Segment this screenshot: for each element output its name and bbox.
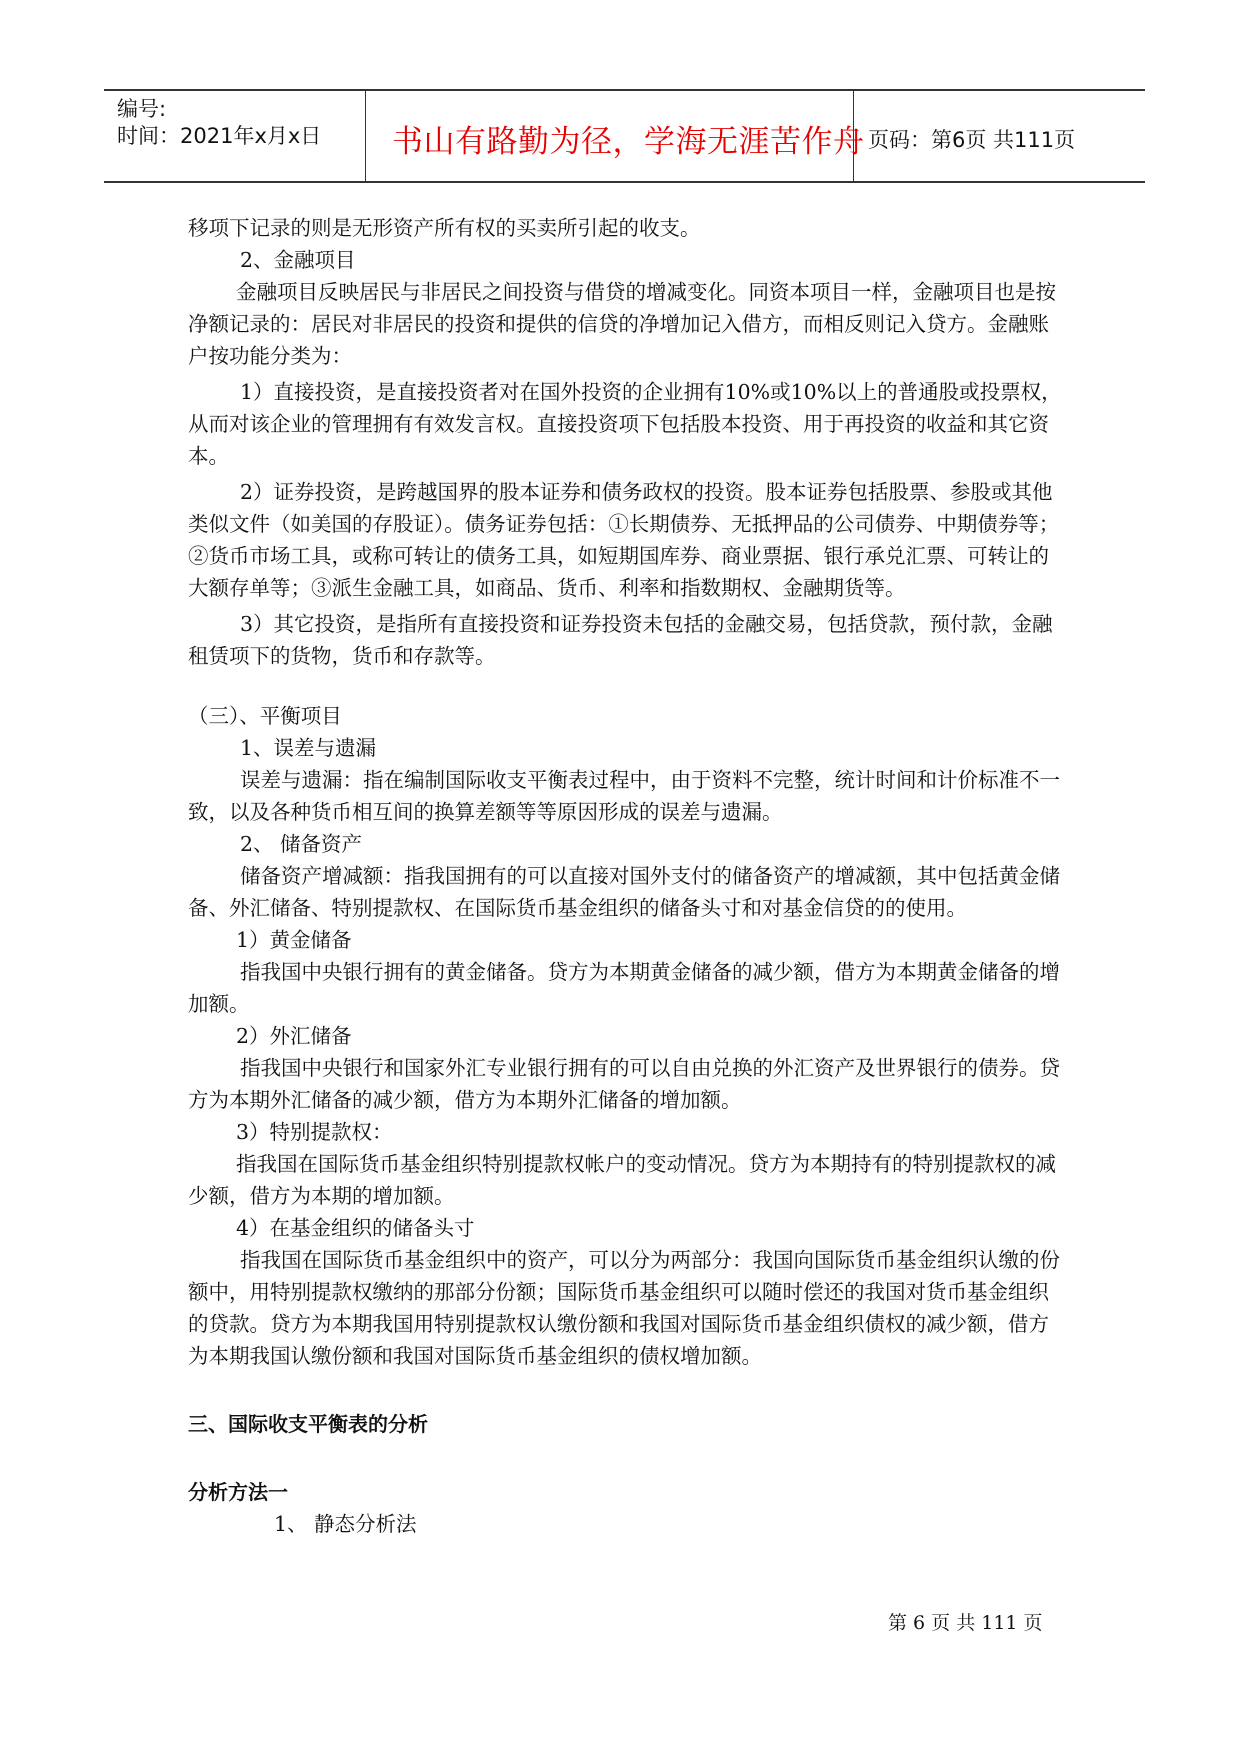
- page-footer: 第 6 页 共 111 页: [888, 1612, 1043, 1634]
- paragraph: 金融项目反映居民与非居民之间投资与借贷的增减变化。同资本项目一样，金融项目也是按净额记录的：居民对非居民的投资和提供的信贷的净增加记入借方，而相反则记入贷方。金融账户按功能分类为：: [188, 280, 1056, 368]
- sub-heading: 2）外汇储备: [236, 1024, 352, 1048]
- paragraph: 指我国在国际货币基金组织中的资产，可以分为两部分：我国向国际货币基金组织认缴的份额中，用特别提款权缴纳的那部分份额；国际货币基金组织可以随时偿还的我国对货币基金组织的贷款。贷方为本期我国用特别提款权认缴份额和我国对国际货币基金组织债权的减少额，借方为本期我国认缴份额和我国对国际货币基金组织的债权增加额。: [188, 1248, 1060, 1368]
- section-heading: 2、金融项目: [240, 248, 356, 272]
- header-page-label: 页码：第6页 共111页: [868, 128, 1076, 152]
- section-heading: 1、误差与遗漏: [240, 736, 377, 760]
- header-time-label: 时间：2021年x月x日: [117, 124, 322, 148]
- sub-heading: 4）在基金组织的储备头寸: [236, 1216, 475, 1240]
- paragraph: 指我国中央银行和国家外汇专业银行拥有的可以自由兑换的外汇资产及世界银行的债券。贷方为本期外汇储备的减少额，借方为本期外汇储备的增加额。: [188, 1056, 1060, 1112]
- header-top-rule: [104, 89, 1145, 91]
- paragraph: 2）证券投资，是跨越国界的股本证券和债务政权的投资。股本证券包括股票、参股或其他类似文件（如美国的存股证）。债务证券包括：①长期债券、无抵押品的公司债券、中期债券等；②货币市场工具，或称可转让的债务工具，如短期国库券、商业票据、银行承兑汇票、可转让的大额存单等；③派生金融工具，如商品、货币、利率和指数期权、金融期货等。: [188, 480, 1060, 600]
- section-heading: 2、 储备资产: [240, 832, 363, 856]
- paragraph: 误差与遗漏：指在编制国际收支平衡表过程中，由于资料不完整，统计时间和计价标准不一致，以及各种货币相互间的换算差额等等原因形成的误差与遗漏。: [188, 768, 1060, 824]
- method-heading: 分析方法一: [188, 1480, 288, 1504]
- header-motto: 书山有路勤为径，学海无涯苦作舟: [392, 124, 865, 160]
- paragraph: 指我国在国际货币基金组织特别提款权帐户的变动情况。贷方为本期持有的特别提款权的减少额，借方为本期的增加额。: [188, 1152, 1056, 1208]
- sub-heading: 3）特别提款权：: [236, 1120, 393, 1144]
- header-number-label: 编号:: [117, 97, 167, 121]
- section-heading: 1、 静态分析法: [274, 1512, 417, 1536]
- header-divider-left: [365, 90, 366, 182]
- section-heading: （三）、平衡项目: [188, 704, 342, 728]
- paragraph: 指我国中央银行拥有的黄金储备。贷方为本期黄金储备的减少额，借方为本期黄金储备的增加额。: [188, 960, 1060, 1016]
- paragraph: 3）其它投资，是指所有直接投资和证券投资未包括的金融交易，包括贷款，预付款，金融租赁项下的货物，货币和存款等。: [188, 612, 1053, 668]
- sub-heading: 1）黄金储备: [236, 928, 352, 952]
- paragraph: 移项下记录的则是无形资产所有权的买卖所引起的收支。: [188, 216, 701, 240]
- chapter-heading: 三、国际收支平衡表的分析: [188, 1412, 428, 1436]
- paragraph: 储备资产增减额：指我国拥有的可以直接对国外支付的储备资产的增减额，其中包括黄金储备、外汇储备、特别提款权、在国际货币基金组织的储备头寸和对基金信贷的的使用。: [188, 864, 1060, 920]
- paragraph: 1）直接投资，是直接投资者对在国外投资的企业拥有10%或10%以上的普通股或投票权，从而对该企业的管理拥有有效发言权。直接投资项下包括股本投资、用于再投资的收益和其它资本。: [188, 380, 1062, 468]
- header-bottom-rule: [104, 181, 1145, 183]
- document-body: [188, 212, 1068, 1540]
